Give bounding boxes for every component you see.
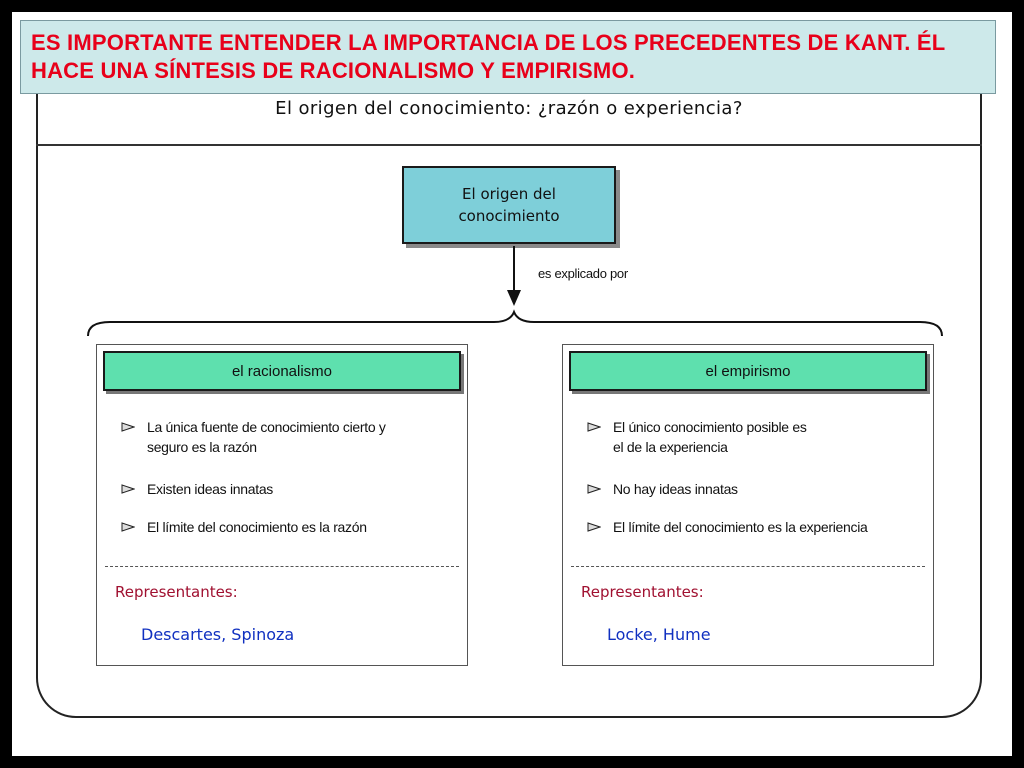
banner-text: ES IMPORTANTE ENTENDER LA IMPORTANCIA DE LOS PRECEDENTES DE KANT. ÉL HACE UNA SÍNTESIS DE RACIONALISMO Y EMPIRISMO. bbox=[31, 30, 946, 83]
representantes-names: Descartes, Spinoza bbox=[141, 625, 295, 644]
connector-label: es explicado por bbox=[538, 266, 628, 281]
title-divider bbox=[36, 144, 982, 146]
empirismo-heading: el empirismo bbox=[569, 351, 927, 391]
pointer-icon bbox=[121, 522, 135, 532]
diagram-title: El origen del conocimiento: ¿razón o experiencia? bbox=[275, 98, 743, 119]
pointer-icon bbox=[587, 484, 601, 494]
representantes-label: Representantes: bbox=[581, 583, 704, 601]
origin-line-2: conocimiento bbox=[458, 207, 560, 225]
pointer-icon bbox=[587, 522, 601, 532]
racionalismo-heading: el racionalismo bbox=[103, 351, 461, 391]
pointer-icon bbox=[121, 484, 135, 494]
origin-line-1: El origen del bbox=[462, 185, 556, 203]
origin-node bbox=[402, 166, 616, 244]
bullet-text: El límite del conocimiento es la razón bbox=[147, 519, 367, 535]
representantes-names: Locke, Hume bbox=[607, 625, 711, 644]
empirismo-panel bbox=[562, 344, 934, 666]
bullet-text: seguro es la razón bbox=[147, 439, 257, 455]
bullet-text: No hay ideas innatas bbox=[613, 481, 738, 497]
bullet-text: Existen ideas innatas bbox=[147, 481, 274, 497]
pointer-icon bbox=[587, 422, 601, 432]
racionalismo-panel bbox=[96, 344, 468, 666]
bullet-text: el de la experiencia bbox=[613, 439, 728, 455]
bullet-text: El límite del conocimiento es la experiencia bbox=[613, 519, 868, 535]
bullet-text: La única fuente de conocimiento cierto y bbox=[147, 419, 386, 435]
dashed-divider bbox=[105, 566, 459, 567]
bullet-text: El único conocimiento posible es bbox=[613, 419, 807, 435]
pointer-icon bbox=[121, 422, 135, 432]
representantes-label: Representantes: bbox=[115, 583, 238, 601]
banner-note bbox=[20, 20, 996, 94]
dashed-divider bbox=[571, 566, 925, 567]
